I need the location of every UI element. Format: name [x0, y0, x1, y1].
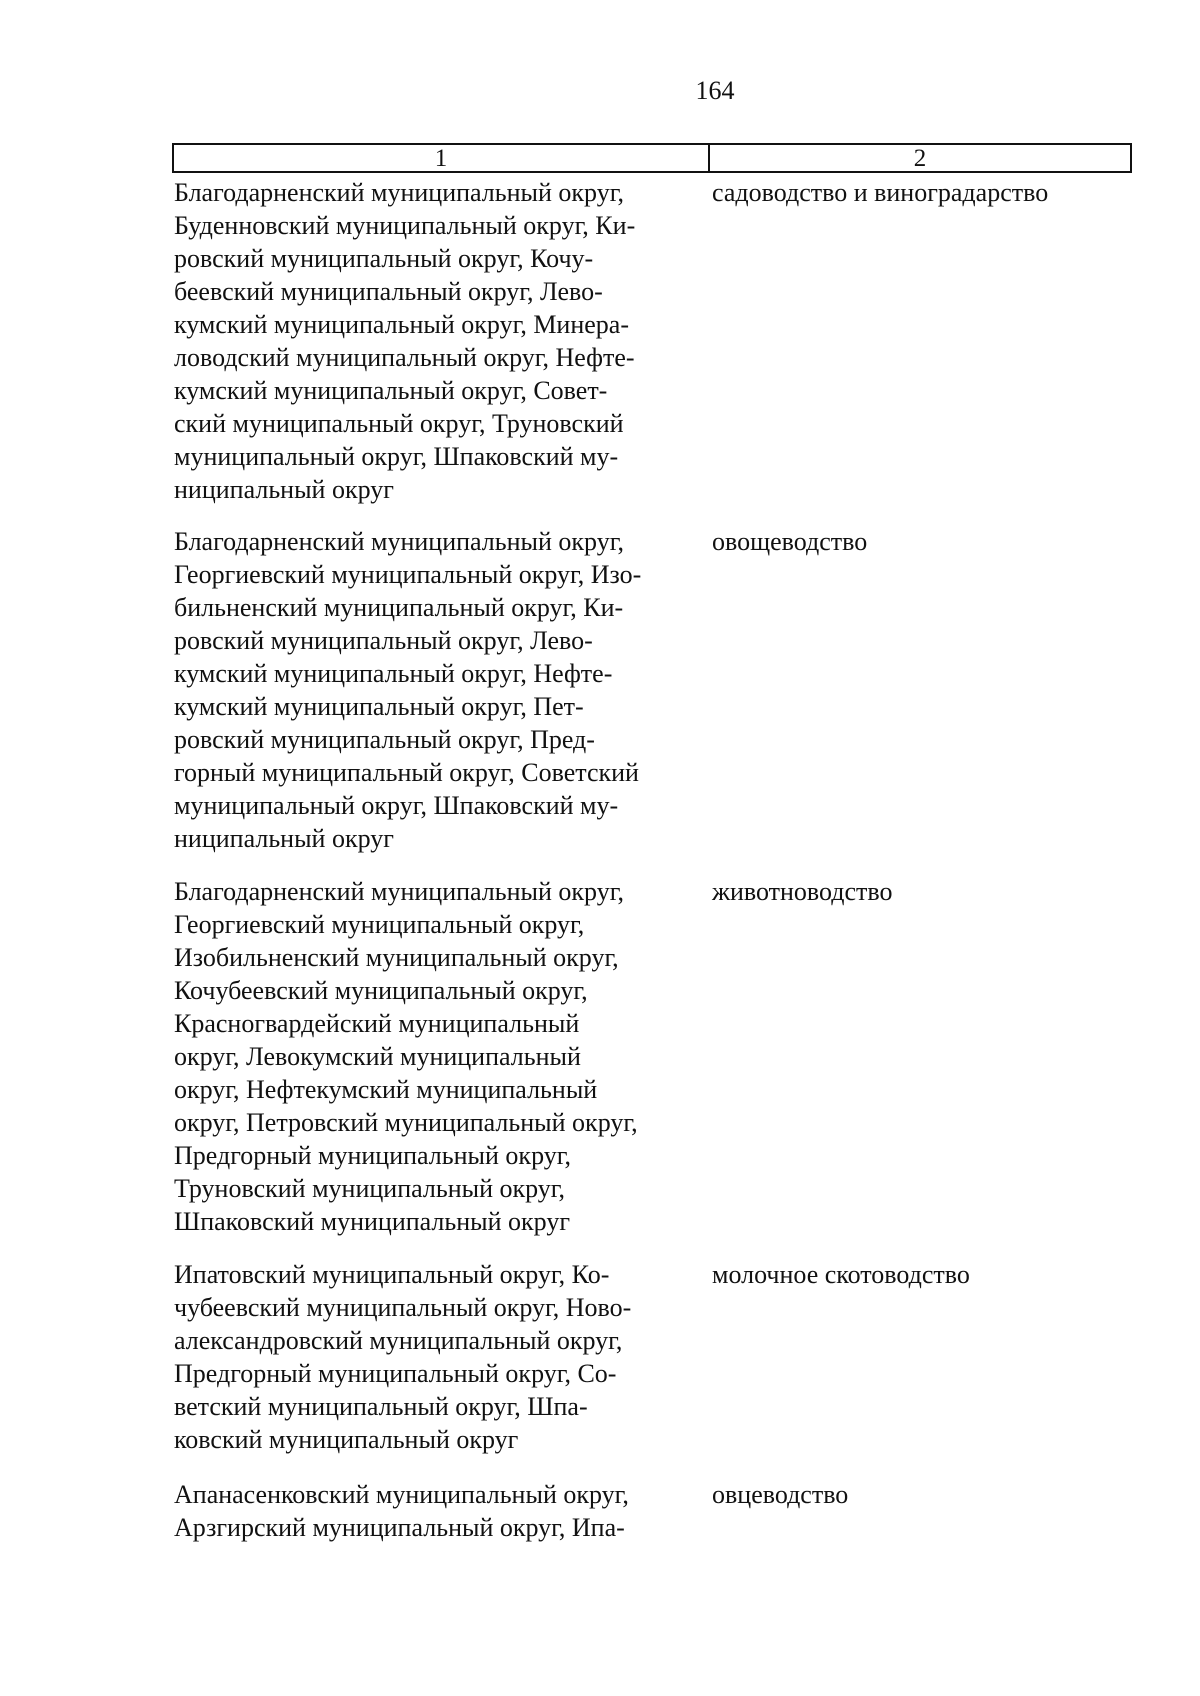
- districts-cell: Апанасенковский муниципальный округ, Арзгирский муниципальный округ, Ипа-: [174, 1480, 629, 1542]
- branch-cell: животноводство: [712, 877, 893, 906]
- table-header: [172, 143, 1132, 173]
- districts-cell: Благодарненский муниципальный округ, Буденновский муниципальный округ, Ки- ровский муниципальный округ, Кочу- беевский муниципальный округ, Лево- кумский муниципальный округ, Минера- ловодский муниципальный округ, Нефте- кумский муниципальный округ, Совет- ский муниципальный округ, Труновский муниципальный округ, Шпаковский му- ниципальный округ: [174, 178, 636, 504]
- districts-cell: Ипатовский муниципальный округ, Ко- чубеевский муниципальный округ, Ново- александровский муниципальный округ, Предгорный муниципальный округ, Со- ветский муниципальный округ, Шпа- ковский муниципальный округ: [174, 1260, 632, 1454]
- branch-cell: овцеводство: [712, 1480, 849, 1509]
- districts-cell: Благодарненский муниципальный округ, Георгиевский муниципальный округ, Изобильненский муниципальный округ, Кочубеевский муниципальный округ, Красногвардейский муниципальный округ, Левокумский муниципальный округ, Нефтекумский муниципальный округ, Петровский муниципальный округ, Предгорный муниципальный округ, Труновский муниципальный округ, Шпаковский муниципальный округ: [174, 877, 638, 1236]
- branch-cell: молочное скотоводство: [712, 1260, 970, 1289]
- branch-cell: овощеводство: [712, 527, 868, 556]
- branch-cell: садоводство и виноградарство: [712, 178, 1049, 207]
- page-number: 164: [695, 76, 735, 105]
- districts-cell: Благодарненский муниципальный округ, Георгиевский муниципальный округ, Изо- бильненский муниципальный округ, Ки- ровский муниципальный округ, Лево- кумский муниципальный округ, Нефте- кумский муниципальный округ, Пет- ровский муниципальный округ, Пред- горный муниципальный округ, Советский муниципальный округ, Шпаковский му- ниципальный округ: [174, 527, 642, 853]
- column-number-1: 1: [174, 145, 710, 171]
- column-number-2: 2: [913, 145, 927, 172]
